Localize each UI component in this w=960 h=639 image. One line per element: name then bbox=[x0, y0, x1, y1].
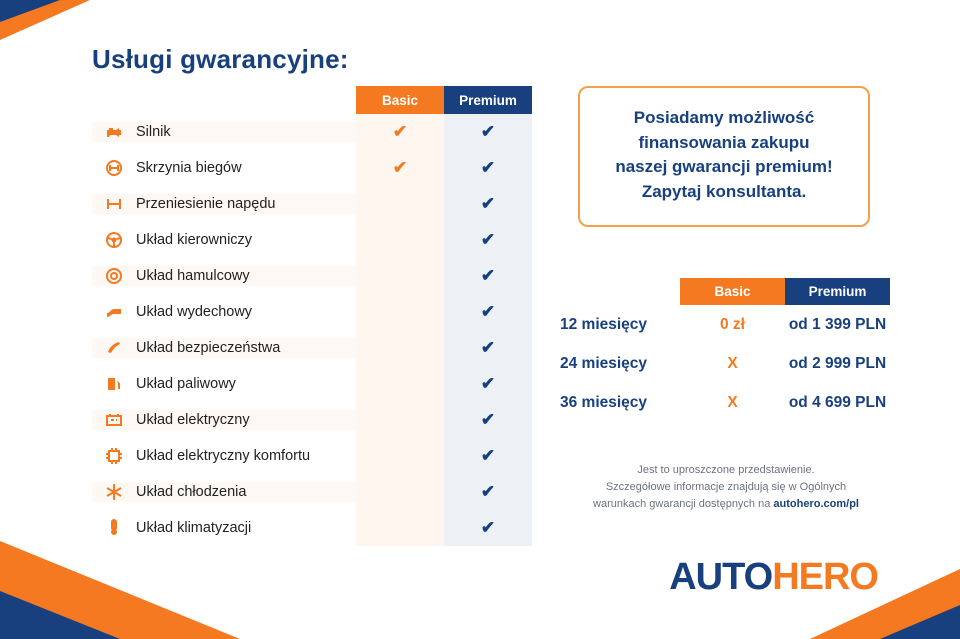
comfort-electronics-icon bbox=[104, 446, 124, 466]
pricing-row bbox=[560, 383, 890, 422]
disclaimer-line-2: Szczegółowe informacje znajdują się w Ogólnych bbox=[605, 481, 847, 494]
column-header-premium: Premium bbox=[444, 86, 532, 114]
service-label: Przeniesienie napędu bbox=[136, 196, 276, 212]
service-premium-value: ✔ bbox=[444, 258, 532, 294]
disclaimer-link[interactable]: autohero.com/pl bbox=[773, 498, 859, 511]
service-basic-value: ✔ bbox=[356, 114, 444, 150]
promo-line-1: Posiadamy możliwość bbox=[633, 108, 815, 127]
table-row bbox=[92, 294, 532, 330]
column-header-basic: Basic bbox=[356, 86, 444, 114]
promo-line-3: naszej gwarancji premium! bbox=[615, 157, 833, 177]
table-row bbox=[92, 402, 532, 438]
table-row bbox=[92, 474, 532, 510]
logo-hero: HERO bbox=[772, 556, 878, 598]
service-premium-value: ✔ bbox=[444, 222, 532, 258]
gearbox-icon bbox=[104, 158, 124, 178]
safety-icon bbox=[104, 338, 124, 358]
decor-bottom-left-navy bbox=[0, 591, 120, 639]
service-premium-value: ✔ bbox=[444, 294, 532, 330]
service-basic-value bbox=[356, 294, 444, 330]
pricing-term: 36 miesięcy bbox=[560, 393, 648, 411]
service-label-cell bbox=[92, 482, 356, 502]
services-table-header bbox=[92, 86, 532, 114]
pricing-table-header bbox=[560, 278, 890, 305]
service-label: Układ elektryczny komfortu bbox=[136, 448, 311, 464]
exhaust-icon bbox=[104, 302, 124, 322]
pricing-basic-value: X bbox=[727, 354, 738, 372]
service-label: Układ chłodzenia bbox=[136, 484, 247, 500]
promo-line-2: finansowania zakupu bbox=[638, 132, 810, 152]
service-basic-value bbox=[356, 474, 444, 510]
promo-box bbox=[578, 86, 870, 227]
pricing-row bbox=[560, 344, 890, 383]
logo-auto: AUTO bbox=[669, 556, 773, 598]
service-basic-value bbox=[356, 366, 444, 402]
service-premium-value: ✔ bbox=[444, 438, 532, 474]
table-row bbox=[92, 186, 532, 222]
brakes-icon bbox=[104, 266, 124, 286]
service-basic-value bbox=[356, 438, 444, 474]
service-label: Układ paliwowy bbox=[136, 376, 236, 392]
service-premium-value: ✔ bbox=[444, 402, 532, 438]
pricing-term: 12 miesięcy bbox=[560, 315, 648, 333]
service-label: Układ elektryczny bbox=[136, 412, 250, 428]
services-table bbox=[92, 86, 532, 546]
table-row bbox=[92, 114, 532, 150]
service-label-cell bbox=[92, 122, 356, 142]
pricing-basic-value: 0 zł bbox=[720, 315, 745, 333]
cooling-icon bbox=[104, 482, 124, 502]
pricing-premium-value: od 1 399 PLN bbox=[788, 315, 887, 333]
drivetrain-icon bbox=[104, 194, 124, 214]
table-row bbox=[92, 330, 532, 366]
service-label-cell bbox=[92, 518, 356, 538]
air-conditioning-icon bbox=[104, 518, 124, 538]
service-basic-value bbox=[356, 258, 444, 294]
service-premium-value: ✔ bbox=[444, 186, 532, 222]
table-row bbox=[92, 258, 532, 294]
table-row bbox=[92, 438, 532, 474]
pricing-header-basic: Basic bbox=[680, 278, 785, 305]
disclaimer-line-3 bbox=[556, 496, 896, 513]
steering-icon bbox=[104, 230, 124, 250]
service-label-cell bbox=[92, 410, 356, 430]
page-title: Usługi gwarancyjne: bbox=[92, 44, 349, 74]
service-basic-value: ✔ bbox=[356, 150, 444, 186]
service-label-cell bbox=[92, 374, 356, 394]
service-label: Silnik bbox=[136, 124, 171, 140]
disclaimer bbox=[556, 462, 896, 513]
pricing-table bbox=[560, 278, 890, 422]
service-premium-value: ✔ bbox=[444, 510, 532, 546]
service-basic-value bbox=[356, 222, 444, 258]
service-basic-value bbox=[356, 330, 444, 366]
service-label-cell bbox=[92, 266, 356, 286]
table-row bbox=[92, 366, 532, 402]
service-label: Układ kierowniczy bbox=[136, 232, 253, 248]
service-label-cell bbox=[92, 446, 356, 466]
service-label: Skrzynia biegów bbox=[136, 160, 242, 176]
service-label: Układ bezpieczeństwa bbox=[136, 340, 281, 356]
service-premium-value: ✔ bbox=[444, 330, 532, 366]
logo bbox=[669, 556, 878, 599]
disclaimer-line-1: Jest to uproszczone przedstawienie. bbox=[637, 464, 815, 476]
pricing-premium-value: od 2 999 PLN bbox=[788, 354, 887, 372]
service-basic-value bbox=[356, 186, 444, 222]
fuel-icon bbox=[104, 374, 124, 394]
service-label-cell bbox=[92, 158, 356, 178]
electrical-icon bbox=[104, 410, 124, 430]
service-label: Układ wydechowy bbox=[136, 304, 253, 320]
pricing-term: 24 miesięcy bbox=[560, 354, 648, 372]
service-label-cell bbox=[92, 194, 356, 214]
pricing-premium-value: od 4 699 PLN bbox=[788, 393, 887, 411]
decor-top-left-navy bbox=[0, 0, 60, 22]
pricing-basic-value: X bbox=[727, 393, 738, 411]
service-premium-value: ✔ bbox=[444, 150, 532, 186]
service-basic-value bbox=[356, 510, 444, 546]
table-row bbox=[92, 222, 532, 258]
service-basic-value bbox=[356, 402, 444, 438]
engine-icon bbox=[104, 122, 124, 142]
service-label-cell bbox=[92, 230, 356, 250]
service-premium-value: ✔ bbox=[444, 114, 532, 150]
table-row bbox=[92, 510, 532, 546]
disclaimer-line-3-text: warunkach gwarancji dostępnych na bbox=[593, 498, 774, 511]
pricing-header-premium: Premium bbox=[785, 278, 890, 305]
pricing-row bbox=[560, 305, 890, 344]
promo-line-4: Zapytaj konsultanta. bbox=[641, 181, 807, 201]
service-premium-value: ✔ bbox=[444, 366, 532, 402]
table-row bbox=[92, 150, 532, 186]
service-label-cell bbox=[92, 302, 356, 322]
decor-bottom-right-navy bbox=[880, 605, 960, 639]
service-label-cell bbox=[92, 338, 356, 358]
service-premium-value: ✔ bbox=[444, 474, 532, 510]
service-label: Układ klimatyzacji bbox=[136, 520, 252, 536]
service-label: Układ hamulcowy bbox=[136, 268, 250, 284]
